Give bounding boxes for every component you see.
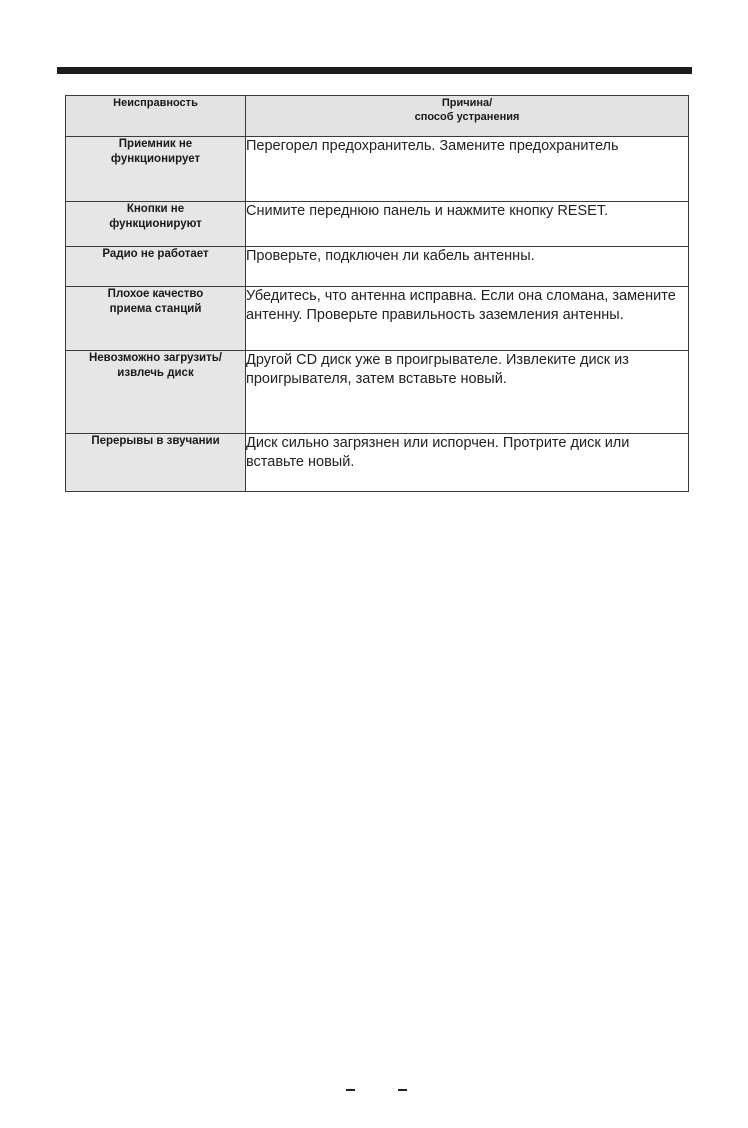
fault-cell <box>66 137 246 202</box>
page-dash-left <box>346 1089 355 1091</box>
cause-cell: Проверьте, подключен ли кабель антенны. <box>246 247 689 287</box>
fault-line: функционирует <box>110 153 201 165</box>
header-cause-line1: Причина/ <box>441 97 493 109</box>
fault-cell <box>66 287 246 351</box>
table-row <box>66 137 689 202</box>
table-row <box>66 351 689 434</box>
cause-cell: Перегорел предохранитель. Замените предохранитель <box>246 137 689 202</box>
fault-line: Плохое качество <box>107 288 204 300</box>
cause-cell: Снимите переднюю панель и нажмите кнопку RESET. <box>246 202 689 247</box>
table-row <box>66 287 689 351</box>
fault-cell <box>66 434 246 492</box>
fault-line: Приемник не <box>118 138 193 150</box>
table-row <box>66 247 689 287</box>
fault-line: Перерывы в звучании <box>91 435 220 447</box>
header-cause <box>246 96 689 137</box>
page-number-area <box>0 1085 748 1095</box>
table-header-row <box>66 96 689 137</box>
cause-cell: Другой CD диск уже в проигрывателе. Извлеките диск из проигрывателя, затем вставьте новый. <box>246 351 689 434</box>
table-row <box>66 202 689 247</box>
cause-cell: Убедитесь, что антенна исправна. Если она сломана, замените антенну. Проверьте правильность заземления антенны. <box>246 287 689 351</box>
table-row <box>66 434 689 492</box>
fault-line: Кнопки не <box>126 203 185 215</box>
troubleshooting-table <box>65 95 689 492</box>
page-dash-right <box>398 1089 407 1091</box>
cause-cell: Диск сильно загрязнен или испорчен. Протрите диск или вставьте новый. <box>246 434 689 492</box>
fault-cell <box>66 202 246 247</box>
top-rule <box>57 67 692 74</box>
fault-line: функционируют <box>109 218 202 230</box>
fault-cell <box>66 351 246 434</box>
fault-line: приема станций <box>109 303 202 315</box>
fault-line: извлечь диск <box>117 367 194 379</box>
fault-cell <box>66 247 246 287</box>
fault-line: Невозможно загрузить/ <box>88 352 223 364</box>
header-cause-line2: способ устранения <box>414 111 520 123</box>
header-fault: Неисправность <box>66 96 246 137</box>
fault-line: Радио не работает <box>102 248 209 260</box>
